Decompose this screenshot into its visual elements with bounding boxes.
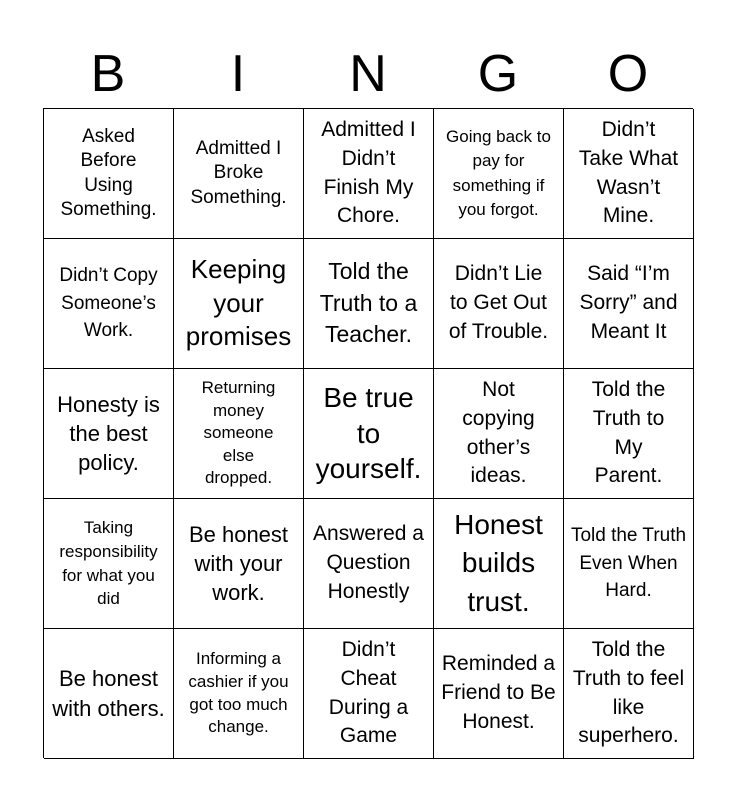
cell-text: Going back to pay for something if you forgot. (446, 126, 551, 219)
bingo-cell[interactable] (44, 369, 174, 499)
cell-text: Honest builds trust. (454, 508, 543, 617)
bingo-cell[interactable] (434, 369, 564, 499)
bingo-cell[interactable] (564, 629, 694, 759)
bingo-cell[interactable] (44, 499, 174, 629)
bingo-cell[interactable] (304, 369, 434, 499)
bingo-cell[interactable] (434, 109, 564, 239)
bingo-cell[interactable] (44, 239, 174, 369)
bingo-cell[interactable] (434, 499, 564, 629)
cell-text: Didn’t Cheat During a Game (328, 637, 409, 748)
cell-text: Keeping your promises (185, 253, 292, 352)
bingo-cell[interactable] (174, 239, 304, 369)
bingo-cell[interactable] (564, 239, 694, 369)
bingo-cell[interactable] (304, 239, 434, 369)
cell-text: Admitted I Didn’t Finish My Chore. (321, 117, 416, 228)
cell-text: Admitted I Broke Something. (190, 138, 287, 208)
bingo-cell[interactable] (434, 239, 564, 369)
header-letter-i: I (230, 45, 246, 103)
cell-text: Said “I’m Sorry” and Meant It (579, 262, 678, 343)
cell-text: Answered a Question Honestly (313, 522, 424, 603)
header-letter-b: B (90, 45, 126, 103)
cell-text: Told the Truth to a Teacher. (319, 257, 418, 348)
cell-text: Be honest with your work. (188, 521, 289, 606)
cell-text: Informing a cashier if you got too much change. (188, 649, 289, 737)
cell-text: Not copying other’s ideas. (462, 377, 535, 488)
header-letter-g: G (477, 45, 519, 103)
bingo-cell[interactable] (174, 629, 304, 759)
bingo-cell[interactable] (174, 499, 304, 629)
cell-text: Told the Truth to feel like superhero. (572, 637, 685, 748)
bingo-board (43, 108, 693, 758)
bingo-cell[interactable] (44, 629, 174, 759)
cell-text: Honesty is the best policy. (57, 391, 160, 476)
cell-text: Be honest with others. (52, 666, 165, 721)
header-letter-n: N (349, 45, 387, 103)
cell-text: Returning money someone else dropped. (201, 378, 276, 488)
bingo-cell[interactable] (304, 499, 434, 629)
cell-text: Didn’t Lie to Get Out of Trouble. (448, 262, 549, 343)
bingo-cell[interactable] (564, 499, 694, 629)
bingo-cell[interactable] (434, 629, 564, 759)
bingo-cell[interactable] (564, 369, 694, 499)
cell-text: Didn’t Copy Someone’s Work. (59, 265, 158, 342)
bingo-cell[interactable] (564, 109, 694, 239)
header-letter-o: O (607, 45, 649, 103)
cell-text: Didn’t Take What Wasn’t Mine. (578, 117, 679, 228)
cell-text: Be true to yourself. (315, 381, 422, 485)
bingo-cell[interactable] (304, 629, 434, 759)
cell-text: Reminded a Friend to Be Honest. (441, 652, 556, 733)
bingo-cell[interactable] (44, 109, 174, 239)
bingo-cell[interactable] (174, 109, 304, 239)
bingo-cell[interactable] (174, 369, 304, 499)
cell-text: Told the Truth Even When Hard. (570, 525, 687, 602)
cell-text: Told the Truth to My Parent. (591, 377, 666, 488)
cell-text: Asked Before Using Something. (60, 126, 157, 220)
bingo-header (43, 40, 693, 108)
cell-text: Taking responsibility for what you did (59, 517, 158, 609)
bingo-cell[interactable] (304, 109, 434, 239)
